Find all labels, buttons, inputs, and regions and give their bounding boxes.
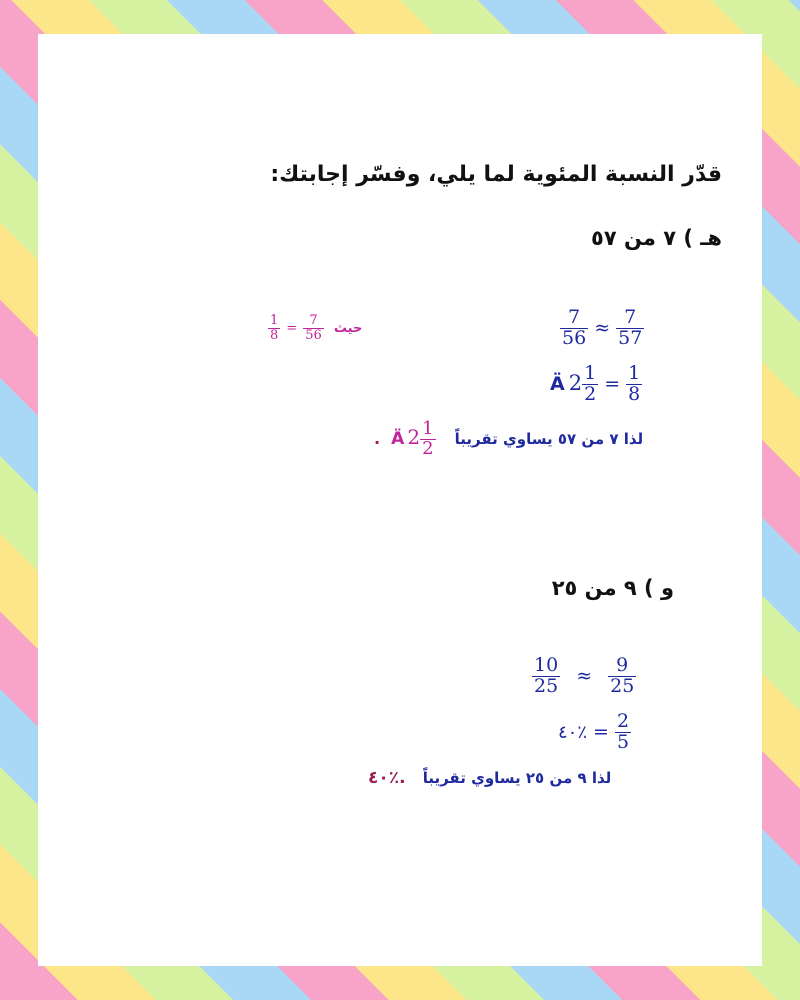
- fraction: $\frac{10}{25}$: [534, 654, 559, 697]
- fraction: $\frac{2}{5}$: [616, 710, 630, 753]
- fraction: $\frac{7}{56}$: [305, 313, 322, 343]
- part-f-label: و ) ٩ من ٢٥: [551, 576, 674, 600]
- fraction: $\frac{7}{56}$: [562, 306, 587, 349]
- part-e-label: هـ ) ٧ من ٥٧: [591, 226, 722, 250]
- fraction: $\frac{1}{2}$: [422, 418, 434, 459]
- part-f-equal: ٤٠٪ = $\frac{2}{5}$: [558, 710, 630, 753]
- worksheet-page: [38, 34, 762, 966]
- fraction: $\frac{1}{8}$: [628, 362, 641, 405]
- part-f-conclusion: ٤٠٪. لذا ٩ من ٢٥ يساوي تقريباً: [368, 768, 612, 788]
- part-f-approx: $\frac{10}{25}$ ≈ $\frac{9}{25}$: [534, 654, 635, 697]
- fraction: $\frac{9}{25}$: [610, 654, 635, 697]
- part-e-approx: $\frac{7}{56}$ ≈ $\frac{7}{57}$: [562, 306, 643, 349]
- fraction: $\frac{7}{57}$: [618, 306, 643, 349]
- fraction: $\frac{1}{8}$: [270, 313, 279, 343]
- part-e-equal: Ä 2 $\frac{1}{2}$ = $\frac{1}{8}$: [550, 362, 641, 405]
- question-heading: قدّر النسبة المئوية لما يلي، وفسّر إجابتك:: [270, 162, 722, 187]
- part-e-note: $\frac{1}{8}$ = $\frac{7}{56}$ حيث: [270, 313, 363, 343]
- fraction: $\frac{1}{2}$: [584, 362, 597, 405]
- part-e-conclusion: . Ä 2 $\frac{1}{2}$ لذا ٧ من ٥٧ يساوي تقريباً: [374, 418, 644, 459]
